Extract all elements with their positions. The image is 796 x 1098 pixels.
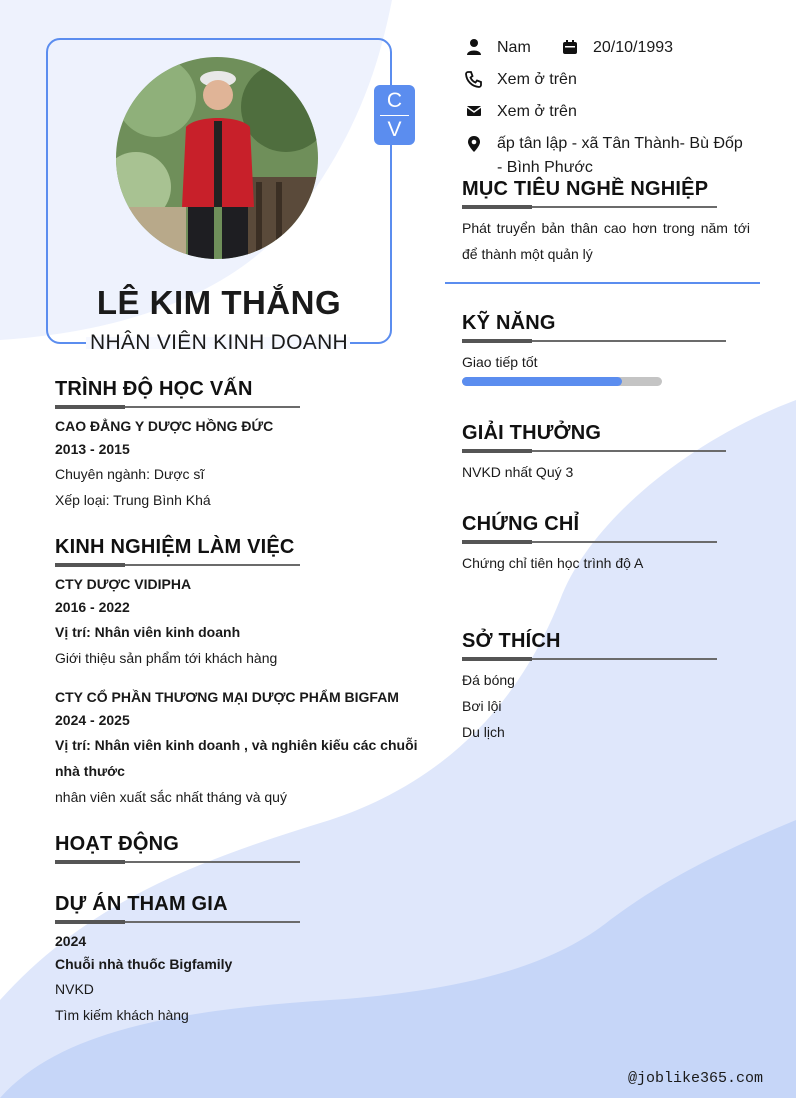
- job-description: Giới thiệu sản phẩm tới khách hàng: [55, 650, 278, 666]
- certificate-item: Chứng chỉ tiên học trình độ A: [462, 555, 644, 571]
- envelope-icon: [465, 102, 483, 120]
- job-position: Vị trí: Nhân viên kinh doanh: [55, 624, 241, 640]
- activities-heading: HOẠT ĐỘNG: [55, 833, 180, 855]
- objective-heading: MỤC TIÊU NGHỀ NGHIỆP: [462, 178, 709, 200]
- person-icon: [465, 38, 483, 56]
- project-description: Tìm kiếm khách hàng: [55, 1007, 189, 1023]
- skill-name: Giao tiếp tốt: [462, 354, 538, 370]
- job-company: CTY DƯỢC VIDIPHA: [55, 576, 192, 592]
- certificates-heading: CHỨNG CHỈ: [462, 513, 580, 535]
- project-name: Chuỗi nhà thuốc Bigfamily: [55, 956, 233, 972]
- address-line-2: - Bình Phước: [497, 159, 593, 176]
- hobby-item: Đá bóng: [462, 672, 515, 688]
- cv-badge-letter-c: C: [386, 89, 403, 112]
- projects-rule-accent: [55, 920, 125, 924]
- hobbies-heading: SỞ THÍCH: [462, 630, 561, 652]
- hobby-item: Du lịch: [462, 724, 505, 740]
- job-position-continued: nhà thước: [55, 763, 125, 779]
- education-grade: Xếp loại: Trung Bình Khá: [55, 492, 211, 508]
- candidate-job-title: NHÂN VIÊN KINH DOANH: [89, 331, 349, 354]
- cv-badge: [374, 85, 415, 145]
- objective-text: Phát truyển bản thân cao hơn trong năm tới để thành một quản lý: [462, 220, 750, 262]
- experience-heading: KINH NGHIỆM LÀM VIỆC: [55, 536, 295, 558]
- hobbies-rule-accent: [462, 657, 532, 661]
- phone-icon: [465, 70, 483, 88]
- job-period: 2016 - 2022: [55, 599, 130, 615]
- awards-rule-accent: [462, 449, 532, 453]
- address-line-1: ấp tân lập - xã Tân Thành- Bù Đốp: [497, 135, 743, 152]
- profile-photo: [116, 57, 318, 259]
- birthdate-value: 20/10/1993: [593, 39, 674, 56]
- gender-value: Nam: [497, 39, 531, 56]
- education-major: Chuyên ngành: Dược sĩ: [55, 466, 205, 482]
- skill-level-fill: [462, 377, 622, 386]
- project-role: NVKD: [55, 981, 94, 997]
- education-heading: TRÌNH ĐỘ HỌC VẤN: [55, 378, 253, 400]
- map-pin-icon: [465, 135, 483, 153]
- cv-badge-divider: [380, 115, 409, 116]
- skill-level-bar: [462, 377, 662, 386]
- experience-rule-accent: [55, 563, 125, 567]
- education-period: 2013 - 2015: [55, 441, 130, 457]
- activities-rule-accent: [55, 860, 125, 864]
- job-position: Vị trí: Nhân viên kinh doanh , và nghiên kiếu các chuỗi: [55, 737, 418, 753]
- phone-value: Xem ở trên: [497, 71, 577, 88]
- email-value: Xem ở trên: [497, 103, 577, 120]
- award-item: NVKD nhất Quý 3: [462, 464, 574, 480]
- awards-heading: GIẢI THƯỞNG: [462, 422, 602, 444]
- objective-rule-accent: [462, 205, 532, 209]
- calendar-icon: [561, 38, 579, 56]
- hobby-item: Bơi lội: [462, 698, 502, 714]
- project-year: 2024: [55, 933, 87, 949]
- job-description: nhân viên xuất sắc nhất tháng và quý: [55, 789, 287, 805]
- skills-heading: KỸ NĂNG: [462, 312, 556, 334]
- candidate-name: LÊ KIM THẮNG: [96, 284, 342, 321]
- education-school: CAO ĐẲNG Y DƯỢC HỒNG ĐỨC: [55, 418, 274, 434]
- column-divider: [445, 282, 760, 284]
- cv-badge-letter-v: V: [387, 118, 402, 141]
- skills-rule-accent: [462, 339, 532, 343]
- job-company: CTY CỔ PHẦN THƯƠNG MẠI DƯỢC PHẨM BIGFAM: [55, 689, 399, 705]
- projects-heading: DỰ ÁN THAM GIA: [55, 893, 228, 915]
- certificates-rule-accent: [462, 540, 532, 544]
- footer-watermark: @joblike365.com: [627, 1070, 763, 1087]
- education-rule-accent: [55, 405, 125, 409]
- job-period: 2024 - 2025: [55, 712, 130, 728]
